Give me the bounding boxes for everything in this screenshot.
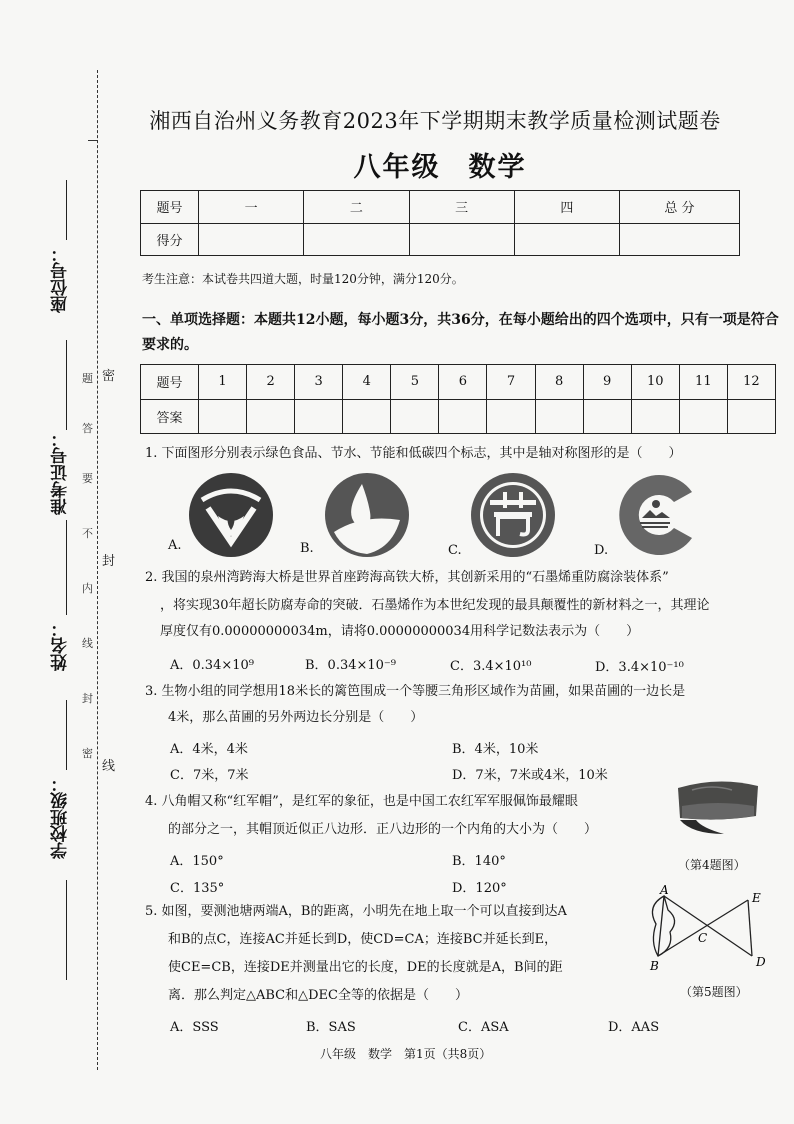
segment-ab — [658, 896, 664, 956]
q2-line: ，将实现30年超长防腐寿命的突破．石墨烯作为本世纪发现的最具颠覆性的新材料之一，其理论 — [160, 598, 710, 613]
q4-line: 的部分之一，其帽顶近似正八边形．正八边形的一个内角的大小为（ ） — [168, 822, 598, 837]
seal-feng: 封 — [102, 554, 116, 569]
q1-option-b[interactable]: B. — [300, 541, 314, 556]
point-a-label: A — [660, 884, 669, 897]
q5-line: 5. 如图，要测池塘两端A，B的距离，小明先在地上取一个可以直接到达A — [145, 904, 567, 919]
name-fill-line — [66, 520, 67, 615]
q3-option-b[interactable]: B．4米，10米 — [452, 742, 539, 757]
energy-saving-logo-icon — [468, 470, 558, 560]
question-number: 4 — [343, 365, 391, 400]
score-input-cell[interactable] — [514, 223, 619, 256]
subject: 数学 — [468, 152, 527, 183]
answer-cell[interactable] — [247, 399, 295, 434]
red-army-cap-icon — [672, 776, 764, 840]
question-number: 8 — [535, 365, 583, 400]
answer-cell[interactable] — [439, 399, 487, 434]
q2-line: 厚度仅有0.00000000034m，请将0.00000000034用科学记数法表示为（ ） — [160, 624, 640, 639]
score-cell: 四 — [514, 191, 619, 224]
class-fill-line — [66, 700, 67, 770]
segment-be — [658, 900, 748, 956]
q5-option-d[interactable]: D．AAS — [608, 1020, 660, 1035]
q1-option-d[interactable]: D. — [594, 543, 609, 558]
answer-row-label: 题号 — [141, 365, 199, 400]
q1-stem: 1. 下面图形分别表示绿色食品、节水、节能和低碳四个标志，其中是轴对称图形的是（ ） — [145, 446, 682, 461]
q2-line: 2. 我国的泉州湾跨海大桥是世界首座跨海高铁大桥，其创新采用的“石墨烯重防腐涂装体系” — [145, 570, 669, 585]
q2-option-c[interactable]: C．3.4×10¹⁰ — [450, 659, 532, 674]
question-number: 5 — [391, 365, 439, 400]
score-table — [140, 190, 740, 256]
seat-fill-line — [66, 180, 67, 240]
q5-option-b[interactable]: B．SAS — [306, 1020, 356, 1035]
q5-line: 和B的点C，连接AC并延长到D，使CD=CA；连接BC并延长到E， — [168, 932, 558, 947]
point-d-label: D — [756, 955, 766, 969]
answer-number-row — [141, 365, 776, 400]
score-cell: 题号 — [141, 191, 199, 224]
q4-option-a[interactable]: A．150° — [170, 854, 224, 869]
q3-option-d[interactable]: D．7米，7米或4米，10米 — [452, 768, 608, 783]
score-input-cell[interactable] — [620, 223, 740, 256]
answer-cell[interactable] — [487, 399, 535, 434]
answer-cell[interactable] — [199, 399, 247, 434]
seal-char: 答 — [82, 422, 93, 435]
seal-xian: 线 — [102, 759, 116, 774]
seal-char: 要 — [82, 472, 93, 485]
exam-id-label: 准考证号： — [51, 430, 71, 515]
question-number: 9 — [583, 365, 631, 400]
exam-subtitle — [250, 145, 630, 184]
seal-char: 线 — [82, 637, 93, 650]
answer-cell[interactable] — [583, 399, 631, 434]
class-label: 班级： — [51, 775, 71, 826]
answer-table — [140, 364, 776, 434]
q4-option-d[interactable]: D．120° — [452, 881, 507, 896]
q3-option-c[interactable]: C．7米，7米 — [170, 768, 249, 783]
seal-char: 密 — [82, 747, 93, 760]
q4-option-c[interactable]: C．135° — [170, 881, 225, 896]
q2-option-d[interactable]: D．3.4×10⁻¹⁰ — [595, 660, 684, 675]
q2-option-b[interactable]: B．0.34×10⁻⁹ — [305, 658, 397, 673]
binding-dashed-line — [97, 70, 98, 1070]
score-table-score-row — [141, 223, 740, 256]
point-e-label: E — [752, 891, 761, 905]
score-cell: 三 — [409, 191, 514, 224]
answer-cell[interactable] — [535, 399, 583, 434]
exam-notice: 考生注意：本试卷共四道大题，时量120分钟，满分120分。 — [142, 272, 464, 286]
seal-char: 封 — [82, 692, 93, 705]
q2-option-a[interactable]: A．0.34×10⁹ — [170, 658, 254, 673]
exam-title: 湘西自治州义务教育2023年下学期期末教学质量检测试题卷 — [149, 109, 721, 133]
score-cell: 二 — [304, 191, 409, 224]
segment-de — [748, 900, 752, 956]
question-number: 6 — [439, 365, 487, 400]
answer-cell[interactable] — [391, 399, 439, 434]
q5-line: 离．那么判定△ABC和△DEC全等的依据是（ ） — [168, 988, 468, 1003]
question-number: 1 — [199, 365, 247, 400]
q4-figure-caption: （第4题图） — [678, 858, 746, 872]
q4-line: 4. 八角帽又称“红军帽”，是红军的象征，也是中国工农红军军服佩饰最耀眼 — [145, 794, 578, 809]
point-c-label: C — [698, 931, 708, 945]
score-table-header-row — [141, 191, 740, 224]
q1-option-c[interactable]: C. — [448, 543, 462, 558]
point-b-label: B — [650, 959, 659, 973]
score-cell: 总 分 — [620, 191, 740, 224]
water-saving-logo-icon — [322, 470, 412, 560]
q5-figure-caption: （第5题图） — [680, 985, 748, 999]
question-number: 2 — [247, 365, 295, 400]
q3-option-a[interactable]: A．4米，4米 — [170, 742, 248, 757]
seal-mi: 密 — [102, 369, 116, 384]
section1-heading: 一、单项选择题：本题共12小题，每小题3分，共36分，在每小题给出的四个选项中，只有一项是符合要求的。 — [142, 312, 779, 353]
q3-line: 4米，那么苗圃的另外两边长分别是（ ） — [168, 710, 424, 725]
answer-row-label: 答案 — [141, 399, 199, 434]
score-input-cell[interactable] — [304, 223, 409, 256]
exam-id-fill-line — [66, 340, 67, 430]
school-label: 学校 — [51, 825, 71, 859]
question-number: 11 — [679, 365, 727, 400]
tick-mark — [88, 140, 98, 141]
name-label: 姓名： — [51, 620, 71, 671]
answer-cell[interactable] — [727, 399, 775, 434]
q5-line: 使CE=CB，连接DE并测量出它的长度，DE的长度就是A，B间的距 — [168, 960, 563, 975]
q1-option-a[interactable]: A. — [168, 538, 182, 553]
page-footer: 八年级 数学 第1页（共8页） — [320, 1047, 492, 1061]
low-carbon-logo-icon — [612, 470, 702, 560]
question-number: 7 — [487, 365, 535, 400]
green-food-logo-icon — [186, 470, 276, 560]
score-input-cell[interactable] — [409, 223, 514, 256]
score-row-label: 得分 — [141, 223, 199, 256]
seal-char: 题 — [82, 372, 93, 385]
answer-input-row — [141, 399, 776, 434]
q5-triangle-figure — [640, 884, 770, 976]
answer-cell[interactable] — [631, 399, 679, 434]
q3-line: 3. 生物小组的同学想用18米长的篱笆围成一个等腰三角形区域作为苗圃，如果苗圃的一边长是 — [145, 684, 686, 699]
q4-option-b[interactable]: B．140° — [452, 854, 506, 869]
question-number: 10 — [631, 365, 679, 400]
seal-char: 内 — [82, 582, 93, 595]
q5-option-a[interactable]: A．SSS — [170, 1020, 219, 1035]
grade: 八年级 — [353, 152, 441, 183]
seat-label: 座位号： — [51, 245, 71, 313]
score-cell: 一 — [199, 191, 304, 224]
answer-cell[interactable] — [295, 399, 343, 434]
answer-cell[interactable] — [343, 399, 391, 434]
seal-char: 不 — [82, 527, 93, 540]
question-number: 12 — [727, 365, 775, 400]
score-input-cell[interactable] — [199, 223, 304, 256]
school-fill-line — [66, 880, 67, 980]
question-number: 3 — [295, 365, 343, 400]
q5-option-c[interactable]: C．ASA — [458, 1020, 509, 1035]
answer-cell[interactable] — [679, 399, 727, 434]
